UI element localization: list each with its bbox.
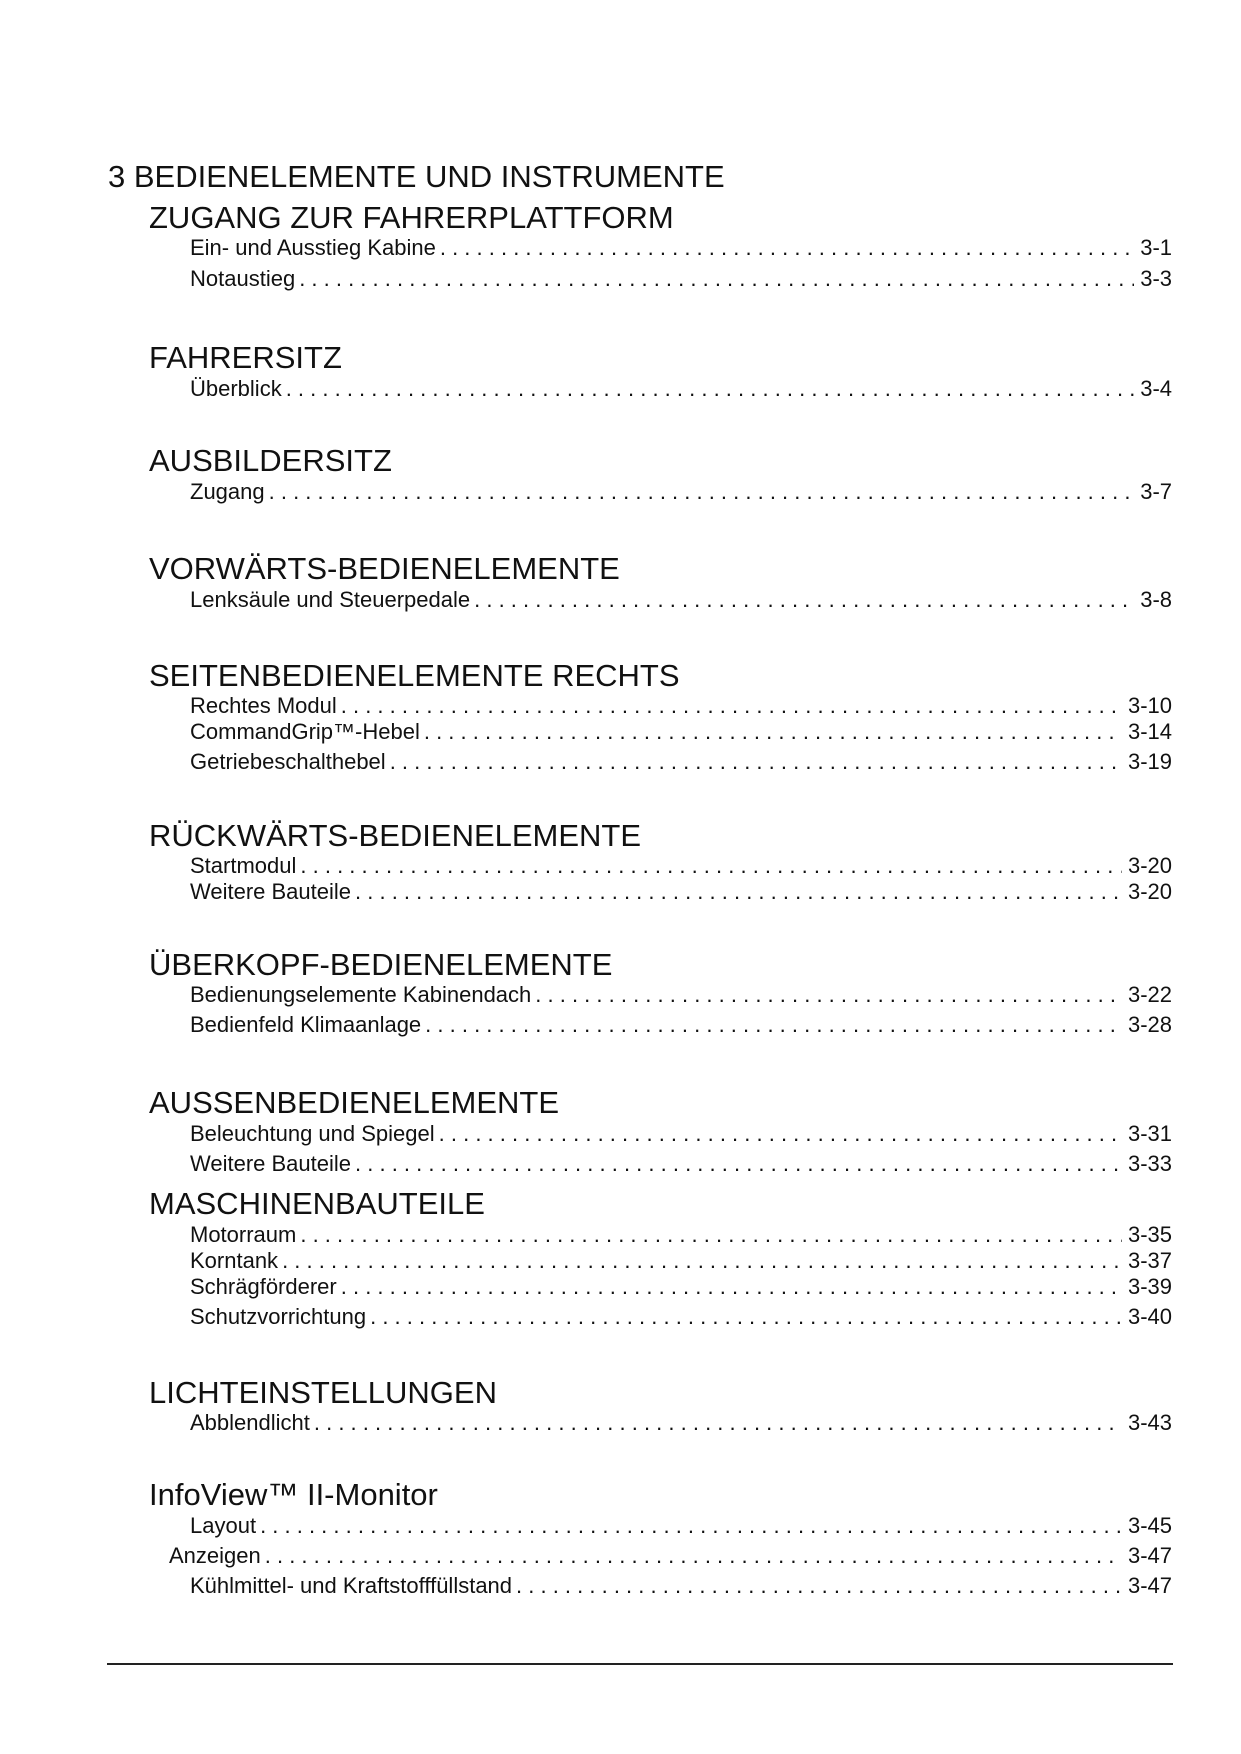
toc-entry[interactable] [190,376,1172,402]
dot-leader [425,1012,1122,1038]
toc-entry-title: Schrägförderer [190,1274,337,1299]
footer-rule [107,1663,1173,1665]
toc-entry-title: Kühlmittel- und Kraftstofffüllstand [190,1573,513,1598]
dot-leader [300,1222,1122,1248]
dot-leader [439,1121,1122,1147]
toc-entry[interactable] [190,693,1172,719]
dot-leader [269,479,1135,505]
toc-entry[interactable] [190,879,1172,905]
section-heading: ZUGANG ZUR FAHRERPLATTFORM [149,200,674,235]
toc-entry-title: Lenksäule und Steuerpedale [190,587,471,612]
toc-entry-title: Schutzvorrichtung [190,1304,367,1329]
toc-entry-page: 3-22 [1127,982,1172,1007]
section-heading: ÜBERKOPF-BEDIENELEMENTE [149,947,613,982]
chapter-title: 3 BEDIENELEMENTE UND INSTRUMENTE [108,159,725,194]
dot-leader [260,1513,1122,1539]
toc-entry[interactable] [190,749,1172,775]
dot-leader [286,376,1135,402]
section-heading: AUSBILDERSITZ [149,443,392,478]
toc-entry-page: 3-4 [1140,376,1172,401]
toc-entry-page: 3-14 [1127,719,1172,744]
toc-entry-title: Layout [190,1513,257,1538]
toc-entry-title: Korntank [190,1248,279,1273]
toc-entry-page: 3-8 [1140,587,1172,612]
toc-entry-title: Getriebeschalthebel [190,749,386,774]
toc-entry[interactable] [190,1410,1172,1436]
toc-entry-page: 3-35 [1127,1222,1172,1247]
toc-entry[interactable] [190,1274,1172,1300]
toc-entry[interactable] [190,719,1172,745]
toc-entry-title: Anzeigen [169,1543,261,1568]
dot-leader [516,1573,1122,1599]
section-heading: RÜCKWÄRTS-BEDIENELEMENTE [149,818,642,853]
toc-entry[interactable] [190,587,1172,613]
toc-entry-page: 3-40 [1127,1304,1172,1329]
toc-entry[interactable] [190,1121,1172,1147]
toc-entry-page: 3-43 [1127,1410,1172,1435]
toc-entry-title: Motorraum [190,1222,297,1247]
toc-entry-page: 3-47 [1127,1543,1172,1568]
toc-entry-page: 3-45 [1127,1513,1172,1538]
dot-leader [355,1151,1122,1177]
toc-entry-title: Bedienungselemente Kabinendach [190,982,532,1007]
toc-entry-title: Bedienfeld Klimaanlage [190,1012,422,1037]
toc-entry-page: 3-33 [1127,1151,1172,1176]
dot-leader [535,982,1122,1008]
toc-entry-title: Abblendlicht [190,1410,310,1435]
toc-entry-page: 3-3 [1140,266,1172,291]
toc-entry-title: Zugang [190,479,265,504]
section-heading: InfoView™ II-Monitor [149,1477,438,1512]
dot-leader [282,1248,1122,1274]
toc-entry[interactable] [190,1573,1172,1599]
toc-entry-title: Ein- und Ausstieg Kabine [190,235,436,260]
dot-leader [300,853,1122,879]
section-heading: VORWÄRTS-BEDIENELEMENTE [149,551,620,586]
dot-leader [424,719,1122,745]
dot-leader [474,587,1134,613]
dot-leader [440,235,1134,261]
section-heading: AUSSENBEDIENELEMENTE [149,1085,559,1120]
toc-entry-title: Notaustieg [190,266,296,291]
toc-entry[interactable] [190,1012,1172,1038]
section-heading: LICHTEINSTELLUNGEN [149,1375,497,1410]
toc-entry[interactable] [190,982,1172,1008]
toc-entry[interactable] [190,1222,1172,1248]
section-heading: SEITENBEDIENELEMENTE RECHTS [149,658,680,693]
toc-entry[interactable] [190,1248,1172,1274]
toc-entry-page: 3-1 [1140,235,1172,260]
dot-leader [341,1274,1122,1300]
toc-entry-page: 3-37 [1127,1248,1172,1273]
toc-entry[interactable] [190,1151,1172,1177]
toc-entry[interactable] [190,235,1172,261]
toc-entry[interactable] [190,1513,1172,1539]
dot-leader [370,1304,1122,1330]
toc-entry[interactable] [169,1543,1172,1569]
dot-leader [355,879,1122,905]
toc-entry-page: 3-20 [1127,879,1172,904]
toc-entry[interactable] [190,479,1172,505]
toc-entry-page: 3-31 [1127,1121,1172,1146]
toc-entry-title: Weitere Bauteile [190,879,352,904]
section-heading: FAHRERSITZ [149,340,342,375]
toc-entry[interactable] [190,1304,1172,1330]
toc-entry-title: CommandGrip™-Hebel [190,719,420,744]
dot-leader [341,693,1122,719]
dot-leader [299,266,1134,292]
toc-entry-page: 3-28 [1127,1012,1172,1037]
section-heading: MASCHINENBAUTEILE [149,1186,485,1221]
toc-entry[interactable] [190,266,1172,292]
dot-leader [314,1410,1122,1436]
dot-leader [390,749,1122,775]
toc-entry[interactable] [190,853,1172,879]
toc-entry-title: Startmodul [190,853,297,878]
toc-entry-page: 3-20 [1127,853,1172,878]
dot-leader [265,1543,1122,1569]
toc-entry-title: Rechtes Modul [190,693,337,718]
toc-entry-page: 3-19 [1127,749,1172,774]
toc-entry-page: 3-39 [1127,1274,1172,1299]
toc-entry-page: 3-47 [1127,1573,1172,1598]
toc-entry-title: Beleuchtung und Spiegel [190,1121,435,1146]
toc-entry-page: 3-10 [1127,693,1172,718]
toc-entry-page: 3-7 [1140,479,1172,504]
toc-entry-title: Überblick [190,376,282,401]
toc-entry-title: Weitere Bauteile [190,1151,352,1176]
